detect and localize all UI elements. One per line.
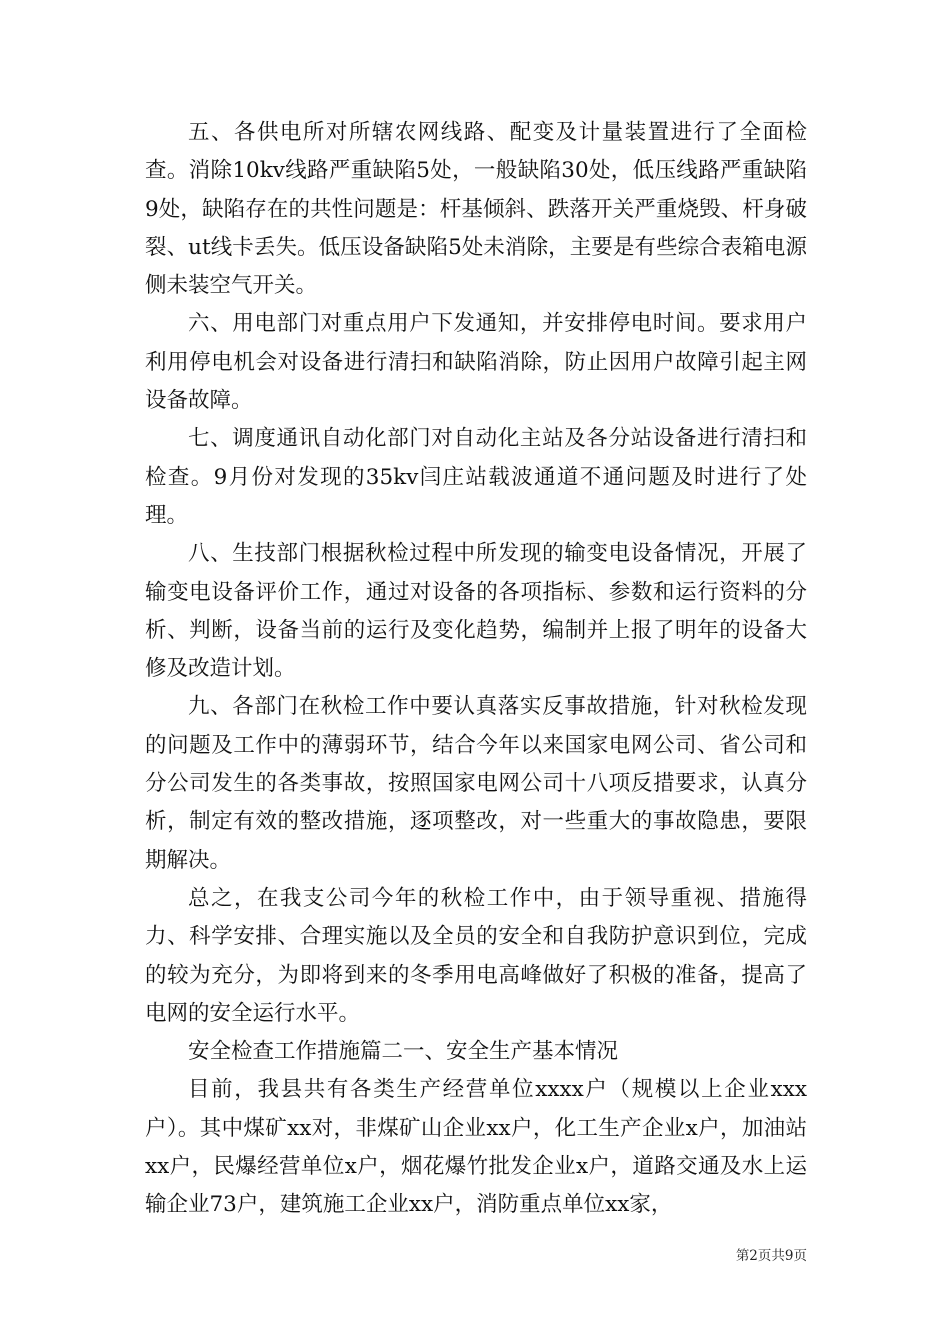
paragraph-summary: 总之，在我支公司今年的秋检工作中，由于领导重视、措施得力、科学安排、合理实施以及全员的安全和自我防护意识到位，完成的较为充分，为即将到来的冬季用电高峰做好了积极的准备，提高了电网的安全运行水平。 (145, 885, 807, 1026)
document-body (145, 114, 807, 1225)
paragraph-8: 八、生技部门根据秋检过程中所发现的输变电设备情况，开展了输变电设备评价工作，通过对设备的各项指标、参数和运行资料的分析、判断，设备当前的运行及变化趋势，编制并上报了明年的设备大修及改造计划。 (145, 541, 807, 682)
paragraph-6: 六、用电部门对重点用户下发通知，并安排停电时间。要求用户利用停电机会对设备进行清扫和缺陷消除，防止因用户故障引起主网设备故障。 (145, 311, 807, 414)
paragraph-overview: 目前，我县共有各类生产经营单位xxxx户（规模以上企业xxx户）。其中煤矿xx对，非煤矿山企业xx户，化工生产企业x户，加油站xx户，民爆经营单位x户，烟花爆竹批发企业x户，道路交通及水上运输企业73户，建筑施工企业xx户，消防重点单位xx家， (145, 1077, 807, 1218)
paragraph-5: 五、各供电所对所辖农网线路、配变及计量装置进行了全面检查。消除10kv线路严重缺陷5处，一般缺陷30处，低压线路严重缺陷9处，缺陷存在的共性问题是：杆基倾斜、跌落开关严重烧毁、杆身破裂、ut线卡丢失。低压设备缺陷5处未消除，主要是有些综合表箱电源侧未装空气开关。 (145, 120, 807, 299)
page-number: 第2页共9页 (735, 1248, 807, 1264)
paragraph-7: 七、调度通讯自动化部门对自动化主站及各分站设备进行清扫和检查。9月份对发现的35kv闫庄站载波通道不通问题及时进行了处理。 (145, 426, 807, 528)
paragraph-9: 九、各部门在秋检工作中要认真落实反事故措施，针对秋检发现的问题及工作中的薄弱环节，结合今年以来国家电网公司、省公司和分公司发生的各类事故，按照国家电网公司十八项反措要求，认真分析，制定有效的整改措施，逐项整改，对一些重大的事故隐患，要限期解决。 (145, 694, 807, 873)
section-heading: 安全检查工作措施篇二一、安全生产基本情况 (188, 1039, 619, 1065)
